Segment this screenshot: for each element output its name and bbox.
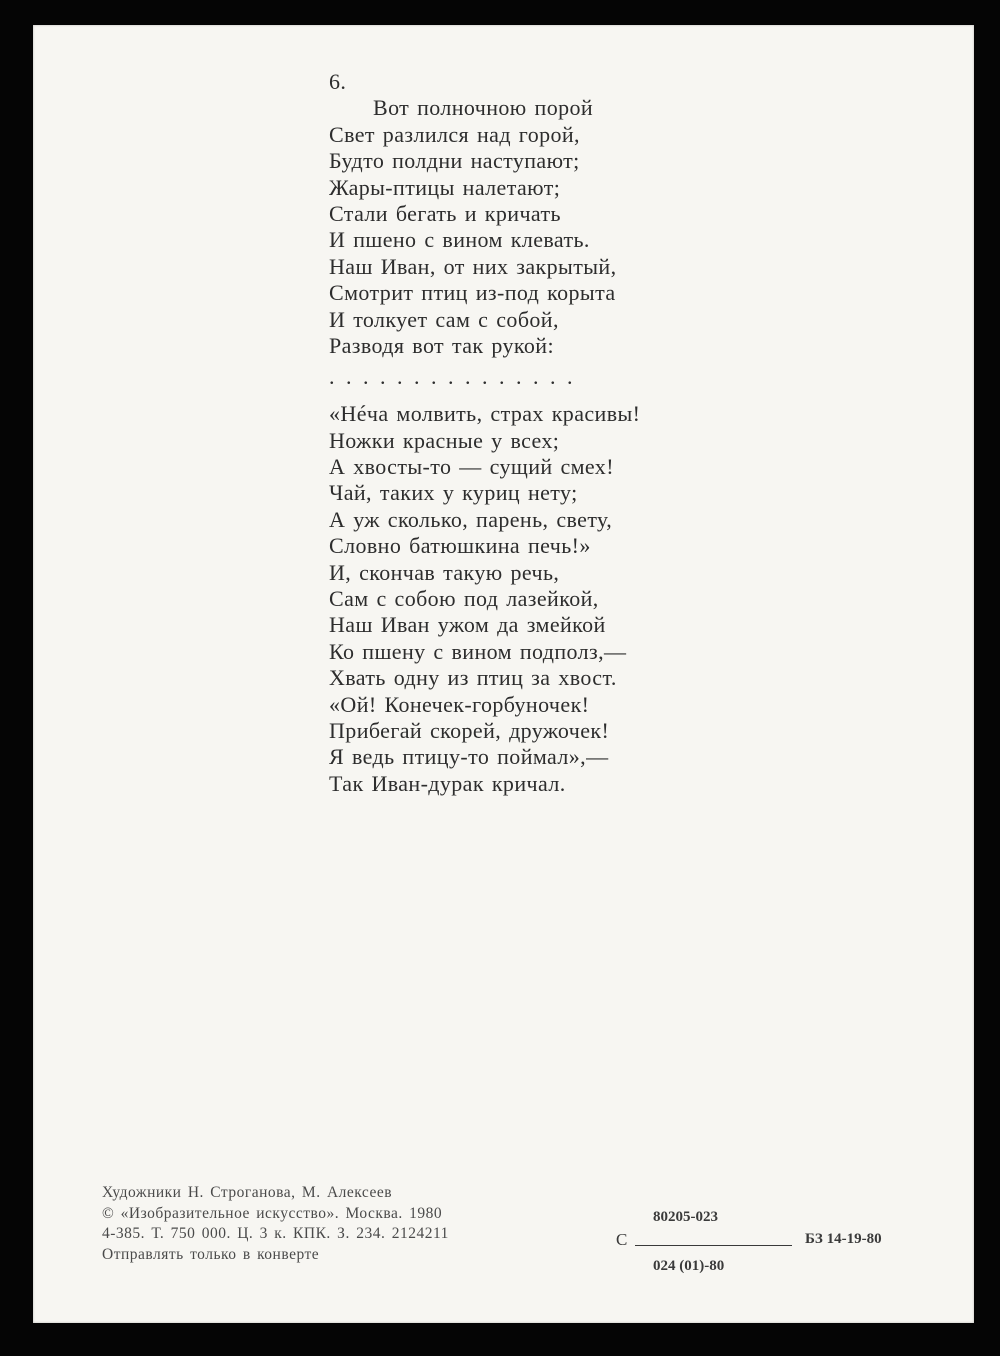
poem-line: «Нéча молвить, страх красивы! — [329, 401, 641, 427]
code-prefix: С — [616, 1230, 628, 1249]
poem-line: А уж сколько, парень, свету, — [329, 506, 613, 532]
poem-line: Я ведь птицу-то поймал»,— — [329, 744, 609, 770]
poem-text — [329, 69, 809, 797]
poem-line: Ко пшену с вином подполз,— — [329, 638, 627, 664]
poem-line: Ножки красные у всех; — [329, 427, 560, 453]
poem-line: И, скончав такую речь, — [329, 559, 560, 585]
code-right: БЗ 14-19-80 — [805, 1231, 882, 1247]
poem-line: А хвосты-то — сущий смех! — [329, 454, 614, 480]
poem-line: Наш Иван, от них закрытый, — [329, 253, 617, 279]
poem-line: Сам с собою под лазейкой, — [329, 586, 599, 612]
poem-line: Вот полночною порой — [373, 95, 594, 121]
poem-line: Разводя вот так рукой: — [329, 332, 554, 358]
code-denominator: 024 (01)-80 — [653, 1258, 725, 1274]
poem-line: Будто полдни наступают; — [329, 148, 580, 174]
imprint — [102, 1183, 449, 1265]
poem-line: Свет разлился над горой, — [329, 121, 580, 147]
poem-line: Так Иван-дурак кричал. — [329, 770, 566, 796]
poem-line: И пшено с вином клевать. — [329, 227, 590, 253]
publisher-credit: © «Изобразительное искусство». Москва. 1980 — [102, 1204, 443, 1222]
poem-line: И толкует сам с собой, — [329, 306, 559, 332]
poem-stanza-1 — [329, 95, 809, 359]
poem-line: Словно батюшкина печь!» — [329, 533, 591, 559]
poem-line: Жары-птицы налетают; — [329, 174, 561, 200]
postcard-back — [33, 25, 974, 1323]
artists-credit: Художники Н. Строганова, М. Алексеев — [102, 1184, 393, 1201]
poem-line: Наш Иван ужом да змейкой — [329, 612, 606, 638]
poem-line: Чай, таких у куриц нету; — [329, 480, 578, 506]
poem-line: Смотрит птиц из-под корыта — [329, 280, 616, 306]
mailing-note: Отправлять только в конверте — [102, 1245, 320, 1263]
poem-line: Прибегай скорей, дружочек! — [329, 717, 610, 743]
poem-line: «Ой! Конечек-горбуночек! — [329, 691, 590, 717]
code-numerator: 80205-023 — [653, 1209, 718, 1225]
poem-stanza-2 — [329, 401, 809, 797]
fraction-bar — [635, 1245, 792, 1246]
page-number: 6. — [329, 69, 347, 94]
catalog-code — [616, 1208, 906, 1298]
poem-line: Хвать одну из птиц за хвост. — [329, 665, 617, 691]
poem-line: Стали бегать и кричать — [329, 200, 561, 226]
print-info: 4-385. Т. 750 000. Ц. 3 к. КПК. З. 234. 2124211 — [102, 1225, 449, 1242]
ellipsis-divider: . . . . . . . . . . . . . . . — [329, 364, 575, 390]
